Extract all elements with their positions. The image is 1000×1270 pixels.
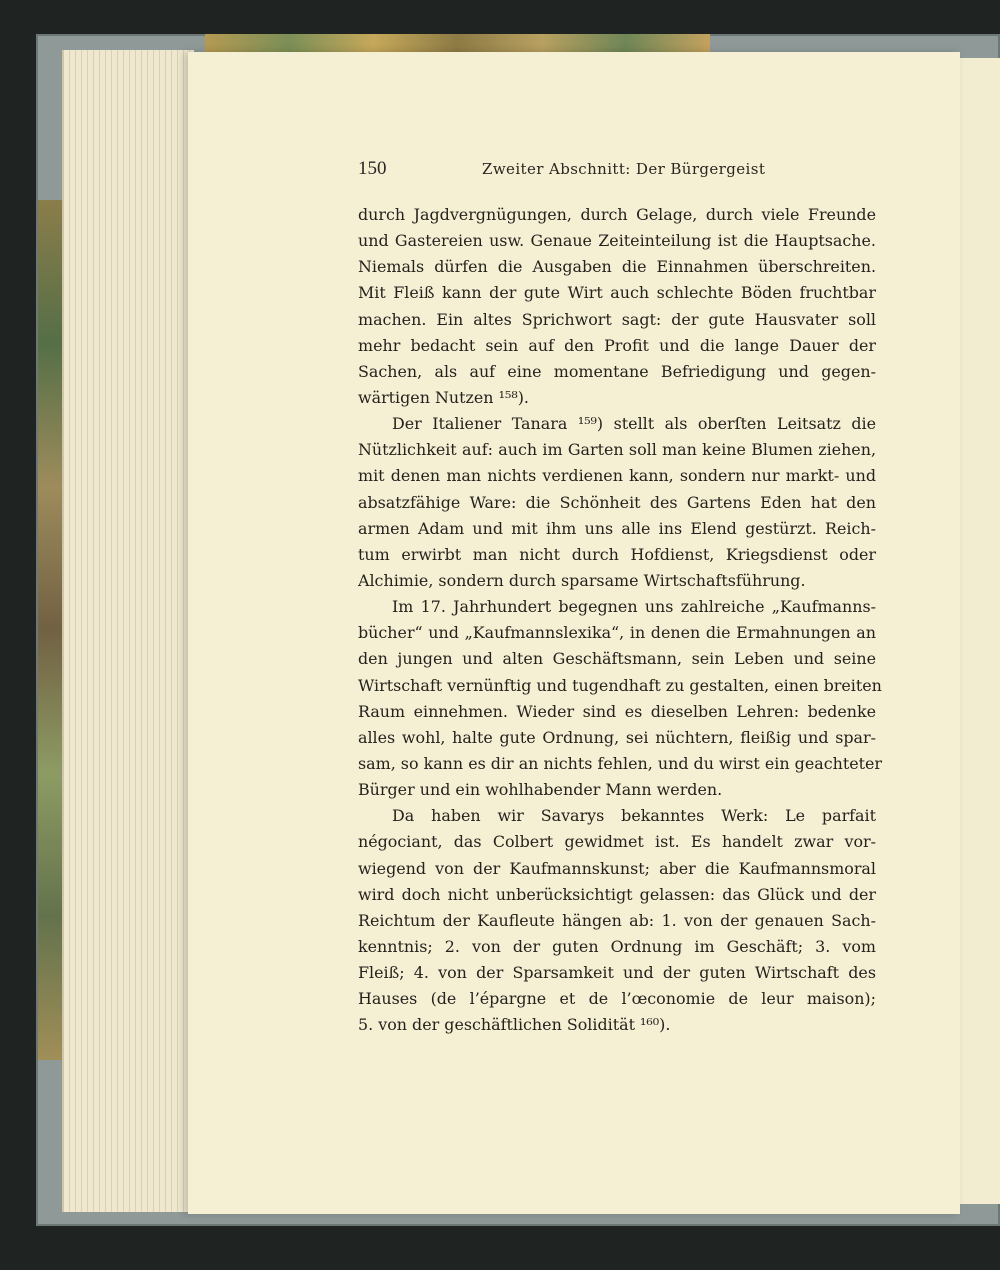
text-line: sam, so kann es dir an nichts fehlen, und du wirst ein geachteter [358, 753, 883, 773]
text-line: und Gastereien usw. Genaue Zeiteinteilung ist die Hauptsache. [358, 231, 876, 251]
text-line: Bürger und ein wohlhabender Mann werden. [358, 780, 723, 800]
body-text [358, 202, 883, 1039]
facing-page-edge [955, 58, 1000, 1204]
text-line: mit denen man nichts verdienen kann, sondern nur markt- und [358, 466, 876, 486]
text-line: mehr bedacht sein auf den Profit und die lange Dauer der [358, 335, 876, 355]
text-line: Hauses (de l’épargne et de l’œconomie de leur maison); [358, 989, 876, 1009]
text-line: Alchimie, sondern durch sparsame Wirtschaftsführung. [358, 570, 806, 590]
text-line: Der Italiener Tanara ¹⁵⁹) stellt als oberſten Leitsatz die [392, 414, 876, 434]
text-line: Nützlichkeit auf: auch im Garten soll man keine Blumen ziehen, [358, 440, 876, 460]
text-line: armen Adam und mit ihm uns alle ins Elend gestürzt. Reich- [358, 518, 876, 538]
text-line: alles wohl, halte gute Ordnung, sei nüchtern, fleißig und spar- [358, 727, 876, 747]
text-line: den jungen und alten Geschäftsmann, sein Leben und seine [358, 649, 876, 669]
text-line: bücher“ und „Kaufmannslexika“, in denen die Ermahnungen an [358, 623, 876, 643]
text-line: Sachen, als auf eine momentane Befriedigung und gegen- [358, 361, 876, 381]
text-line: kenntnis; 2. von der guten Ordnung im Geschäft; 3. vom [358, 936, 876, 956]
text-line: négociant, das Colbert gewidmet ist. Es handelt zwar vor- [358, 832, 876, 852]
text-line: wird doch nicht unberücksichtigt gelassen: das Glück und der [358, 884, 876, 904]
text-line: Fleiß; 4. von der Sparsamkeit und der guten Wirtschaft des [358, 963, 876, 983]
text-line: Wirtschaft vernünftig und tugendhaft zu gestalten, einen breiten [358, 675, 882, 695]
text-line: tum erwirbt man nicht durch Hofdienst, Kriegsdienst oder [358, 544, 876, 564]
text-line: wärtigen Nutzen ¹⁵⁸). [358, 387, 529, 407]
text-line: durch Jagdvergnügungen, durch Gelage, durch viele Freunde [358, 205, 876, 224]
text-line: Im 17. Jahrhundert begegnen uns zahlreiche „Kaufmanns- [392, 597, 876, 617]
text-line: Da haben wir Savarys bekanntes Werk: Le parfait [392, 806, 876, 826]
text-line: Reichtum der Kaufleute hängen ab: 1. von der genauen Sach- [358, 910, 876, 930]
text-line: wiegend von der Kaufmannskunst; aber die Kaufmannsmoral [358, 858, 876, 878]
text-line: Raum einnehmen. Wieder sind es dieselben Lehren: bedenke [358, 701, 876, 721]
page-edges [62, 50, 194, 1212]
text-line: 5. von der geschäftlichen Solidität ¹⁶⁰). [358, 1015, 671, 1035]
page-number: 150 [358, 158, 387, 179]
chapter-title: Zweiter Abschnitt: Der Bürgergeist [482, 160, 766, 178]
text-line: absatzfähige Ware: die Schönheit des Gartens Eden hat den [358, 492, 876, 512]
text-line: machen. Ein altes Sprichwort sagt: der gute Hausvater soll [358, 309, 876, 329]
text-line: Mit Fleiß kann der gute Wirt auch schlechte Böden fruchtbar [358, 283, 876, 303]
running-head [358, 158, 878, 188]
text-line: Niemals dürfen die Ausgaben die Einnahmen überschreiten. [358, 257, 876, 277]
